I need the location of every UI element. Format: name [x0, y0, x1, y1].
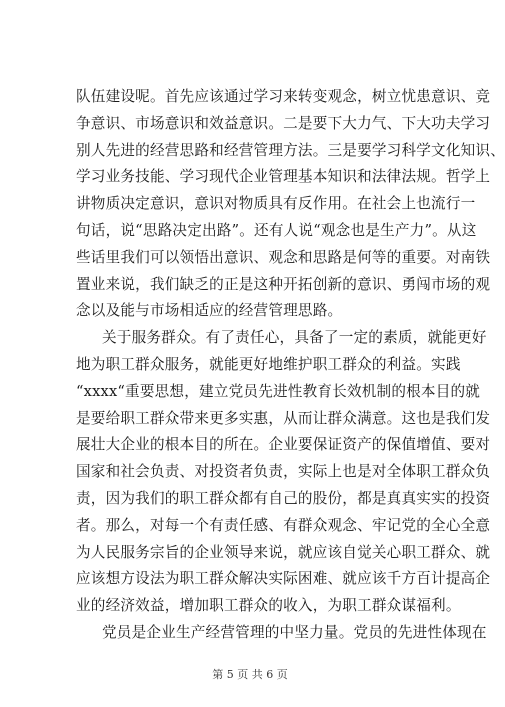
text-line: 展壮大企业的根本目的所在。企业要保证资产的保值增值、要对 [76, 436, 491, 454]
text-line: 党员是企业生产经营管理的中坚力量。党员的先进性体现在 [102, 623, 487, 641]
text-line: “xxxx“重要思想，建立党员先进性教育长效机制的根本目的就 [76, 382, 481, 400]
text-line: 队伍建设呢。首先应该通过学习来转变观念，树立忧患意识、竞 [76, 88, 491, 105]
text-line: 是要给职工群众带来更多实惠，从而让群众满意。这也是我们发 [76, 409, 491, 427]
text-line: 争意识、市场意识和效益意识。二是要下大力气、下大功夫学习 [76, 114, 491, 132]
text-line: 国家和社会负责、对投资者负责，实际上也是对全体职工群众负 [76, 463, 491, 481]
text-line: 责，因为我们的职工群众都有自己的股份，都是真真实实的投资 [76, 489, 491, 507]
text-line: 关于服务群众。有了责任心，具备了一定的素质，就能更好 [102, 329, 487, 347]
text-line: 句话，说“思路决定出路”。还有人说“观念也是生产力”。从这 [76, 221, 477, 239]
body-text [76, 84, 505, 647]
page-footer: 第 5 页 共 6 页 [212, 668, 288, 681]
text-line: 讲物质决定意识，意识对物质具有反作用。在社会上也流行一 [76, 195, 476, 213]
text-line: 些话里我们可以领悟出意识、观念和思路是何等的重要。对南铁 [76, 248, 491, 266]
text-line: 念以及能与市场相适应的经营管理思路。 [76, 302, 343, 320]
text-line: 应该想方设法为职工群众解决实际困难、就应该千方百计提高企 [76, 570, 491, 588]
text-line: 业的经济效益，增加职工群众的收入，为职工群众谋福利。 [76, 597, 461, 615]
text-line: 别人先进的经营思路和经营管理方法。三是要学习科学文化知识、 [76, 141, 505, 159]
text-line: 为人民服务宗旨的企业领导来说，就应该自觉关心职工群众、就 [76, 543, 491, 561]
text-line: 学习业务技能、学习现代企业管理基本知识和法律法规。哲学上 [76, 168, 491, 186]
text-line: 者。那么，对每一个有责任感、有群众观念、牢记党的全心全意 [76, 516, 491, 534]
text-line: 置业来说，我们缺乏的正是这种开拓创新的意识、勇闯市场的观 [76, 275, 491, 293]
text-line: 地为职工群众服务，就能更好地维护职工群众的利益。实践 [76, 355, 461, 373]
